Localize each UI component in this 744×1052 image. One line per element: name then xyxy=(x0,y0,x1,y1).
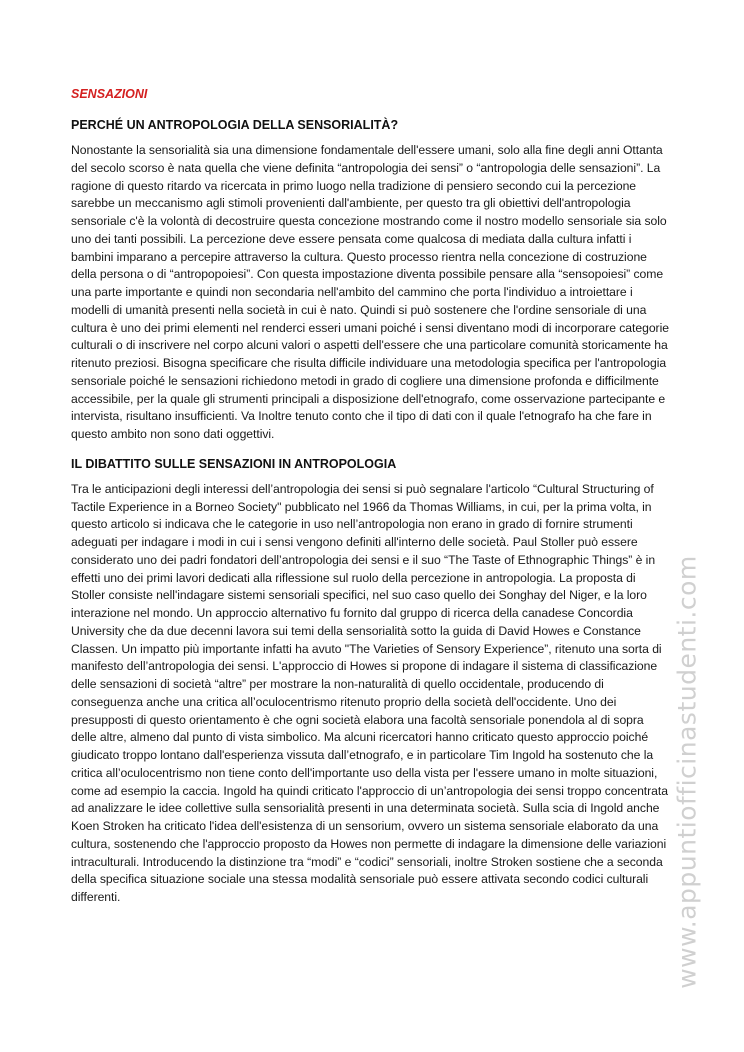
section-body: Nonostante la sensorialità sia una dimensione fondamentale dell'essere umani, solo alla fine degli anni Ottanta del secolo scorso è nata quella che viene definita “antropologia dei sensi” o “antropologia delle sensazioni”. La ragione di questo ritardo va ricercata in primo luogo nella tradizione di pensiero secondo cui la percezione sarebbe un meccanismo agli stimoli provenienti dall'ambiente, per questo tra gli obiettivi dell'antropologia sensoriale c'è la volontà di decostruire questa concezione mostrando come il nostro modello sensoriale sia solo uno dei tanti possibili. La percezione deve essere pensata come qualcosa di mediata dalla cultura infatti i bambini imparano a percepire attraverso la cultura. Questo processo rientra nella concezione di costruzione della persona o di “antropopoiesi”. Con questa impostazione diventa possibile pensare alla “sensopoiesi” come una parte importante e quindi non secondaria nell'ambito del cammino che porta l'individuo a introiettare i modelli di umanità presenti nella società in cui è nato. Quindi si può sostenere che l'ordine sensoriale di una cultura è uno dei primi elementi nel renderci esseri umani poiché i sensi diventano modi di incorporare categorie culturali o di inscrivere nel corpo alcuni valori o aspetti dell'essere che una particolare comunità storicamente ha ritenuto preziosi. Bisogna specificare che risulta difficile individuare una metodologia specifica per l'antropologia sensoriale poiché le sensazioni richiedono metodi in grado di cogliere una dimensione profonda e difficilmente accessibile, per la quale gli strumenti principali a disposizione dell'etnografo, come osservazione partecipante e intervista, risultano insufficienti. Va Inoltre tenuto conto che il tipo di dati con il quale l'etnografo ha che fare in questo ambito non sono dati oggettivi. xyxy=(71,143,669,441)
section-label: SENSAZIONI xyxy=(71,87,148,101)
section-body: Tra le anticipazioni degli interessi dell’antropologia dei sensi si può segnalare l'articolo “Cultural Structuring of Tactile Experience in a Borneo Society" pubblicato nel 1966 da Thomas Williams, in cui, per la prima volta, in questo articolo si indicava che le categorie in uso nell’antropologia non erano in grado di fornire strumenti adeguati per indagare i modi in cui i sensi vengono definiti all'interno delle società. Paul Stoller può essere considerato uno dei padri fondatori dell’antropologia dei sensi e il suo “The Taste of Ethnographic Things” è in effetti uno dei primi lavori dedicati alla riflessione sul ruolo della percezione in antropologia. La proposta di Stoller consiste nell'indagare sistemi sensoriali specifici, nel suo caso quello dei Songhay del Niger, e la loro interazione nel mondo. Un approccio alternativo fu fornito dal gruppo di ricerca della canadese Concordia University che da due decenni lavora sui temi della sensorialità sotto la guida di David Howes e Constance Classen. Un impatto più importante infatti ha avuto "The Varieties of Sensory Experience”, ritenuto una sorta di manifesto dell’antropologia dei sensi. L'approccio di Howes si propone di indagare il sistema di classificazione delle sensazioni di società “altre” per mostrare la non-naturalità di quello occidentale, producendo di conseguenza anche una critica all’oculocentrismo ritenuto proprio della società dell'occidente. Uno dei presupposti di questo orientamento è che ogni società elabora una facoltà sensoriale ponendola al di sopra delle altre, almeno dal punto di vista simbolico. Ma alcuni ricercatori hanno criticato questo approccio poiché giudicato troppo lontano dall'esperienza vissuta dall’etnografo, e in particolare Tim Ingold ha sostenuto che la critica all’oculocentrismo non tiene conto dell'importante uso della vista per l'essere umano in molte situazioni, come ad esempio la caccia. Ingold ha quindi criticato l'approccio di un’antropologia dei sensi troppo concentrata ad analizzare le idee collettive sulla sensorialità presenti in una determinata società. Sulla scia di Ingold anche Koen Stroken ha criticato l'idea dell'esistenza di un sensorium, ovvero un sistema sensoriale elaborato da una cultura, sostenendo che l'approccio proposto da Howes non permette di indagare la dimensione delle variazioni intraculturali. Introducendo la distinzione tra “modi” e “codici” sensoriali, inoltre Stroken sostiene che a seconda della specifica situazione sociale una stessa modalità sensoriale può essere attivata secondo codici culturali differenti. xyxy=(71,481,668,904)
document-page xyxy=(71,86,671,919)
section-heading: IL DIBATTITO SULLE SENSAZIONI IN ANTROPOLOGIA xyxy=(71,456,397,471)
section-dibattito xyxy=(71,456,671,907)
watermark xyxy=(672,555,702,989)
section-heading: PERCHÉ UN ANTROPOLOGIA DELLA SENSORIALITÀ? xyxy=(71,118,399,132)
section-perche xyxy=(71,117,671,444)
watermark-text: www.appuntiofficinastudenti.com xyxy=(672,555,702,989)
